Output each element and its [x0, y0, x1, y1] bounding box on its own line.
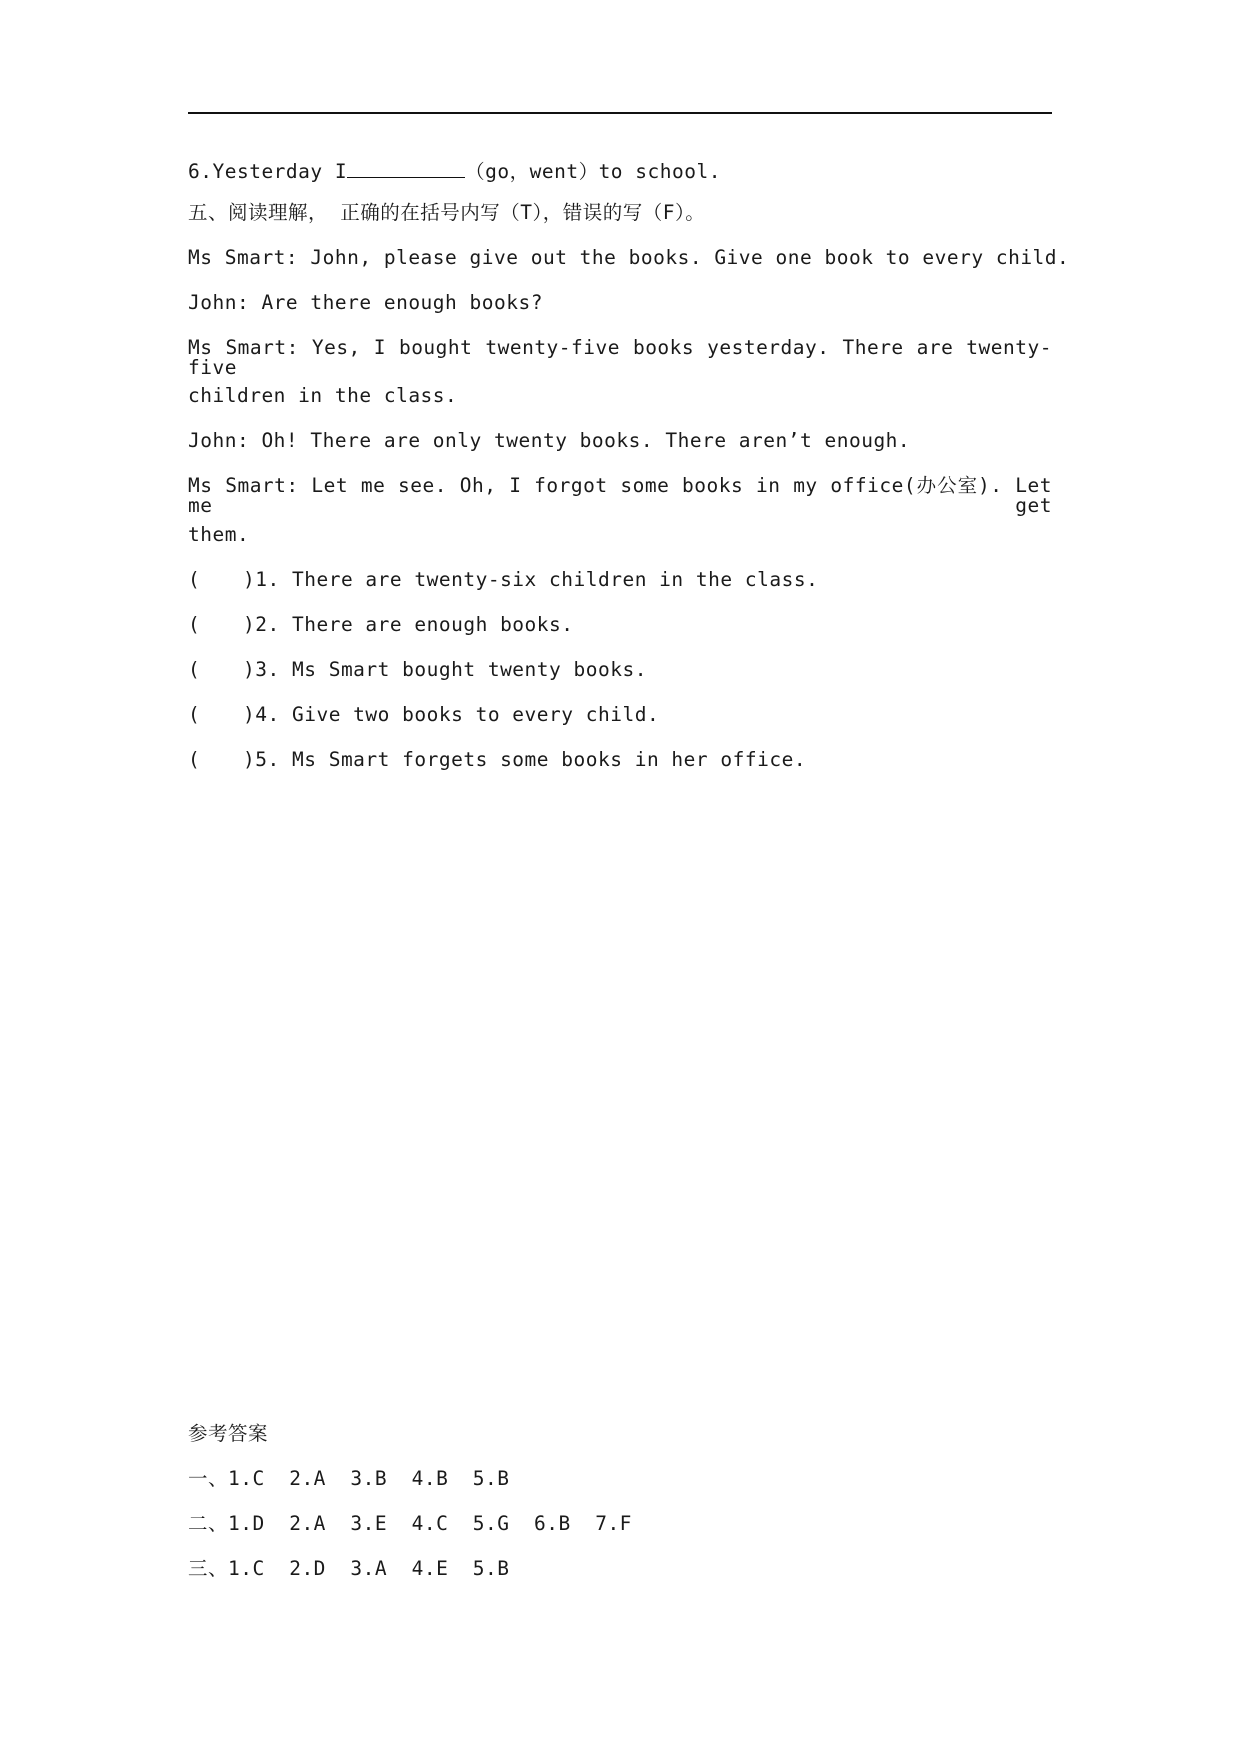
tf-item-number: )3. — [243, 658, 280, 681]
section-5-heading: 五、阅读理解， 正确的在括号内写（T），错误的写（F）。 — [188, 201, 706, 224]
tf-item-number: )2. — [243, 613, 280, 636]
tf-item-text: Give two books to every child. — [291, 703, 660, 726]
tf-item-text: Ms Smart forgets some books in her office. — [291, 748, 807, 771]
tf-item — [188, 750, 806, 770]
answer-key-title: 参考答案 — [188, 1422, 269, 1445]
question-6 — [188, 159, 721, 182]
tf-answer-slot[interactable]: ( — [188, 703, 201, 726]
dialogue-line: children in the class. — [188, 384, 458, 407]
dialogue-line: John: Oh! There are only twenty books. There aren’t enough. — [188, 429, 911, 452]
answer-key-row: 二、1.D 2.A 3.E 4.C 5.G 6.B 7.F — [188, 1512, 632, 1535]
tf-answer-slot[interactable]: ( — [188, 658, 201, 681]
header-rule — [188, 112, 1052, 114]
tf-item-number: )1. — [243, 568, 280, 591]
dialogue-line: Ms Smart: John, please give out the books. Give one book to every child. — [188, 246, 1070, 269]
question-6-options: （go，went）to school. — [465, 160, 721, 183]
answer-blank[interactable] — [347, 159, 465, 178]
tf-item — [188, 615, 574, 635]
question-6-number: 6. — [188, 160, 213, 183]
tf-item-text: There are enough books. — [291, 613, 574, 636]
dialogue-line: John: Are there enough books? — [188, 291, 543, 314]
tf-item-text: Ms Smart bought twenty books. — [291, 658, 647, 681]
tf-answer-slot[interactable]: ( — [188, 748, 201, 771]
tf-item-number: )5. — [243, 748, 280, 771]
question-6-prompt: Yesterday I — [212, 160, 348, 183]
tf-item — [188, 705, 659, 725]
answer-key-row: 三、1.C 2.D 3.A 4.E 5.B — [188, 1557, 510, 1580]
dialogue-line: Ms Smart: Yes, I bought twenty-five books yesterday. There are twenty-five — [188, 336, 1052, 379]
tf-answer-slot[interactable]: ( — [188, 568, 201, 591]
answer-key-row: 一、1.C 2.A 3.B 4.B 5.B — [188, 1467, 510, 1490]
tf-item-text: There are twenty-six children in the class. — [291, 568, 819, 591]
dialogue-line: them. — [188, 523, 250, 546]
tf-item — [188, 570, 818, 590]
tf-item — [188, 660, 647, 680]
tf-item-number: )4. — [243, 703, 280, 726]
tf-answer-slot[interactable]: ( — [188, 613, 201, 636]
dialogue-line: Ms Smart: Let me see. Oh, I forgot some books in my office(办公室). Let me get — [188, 474, 1052, 517]
